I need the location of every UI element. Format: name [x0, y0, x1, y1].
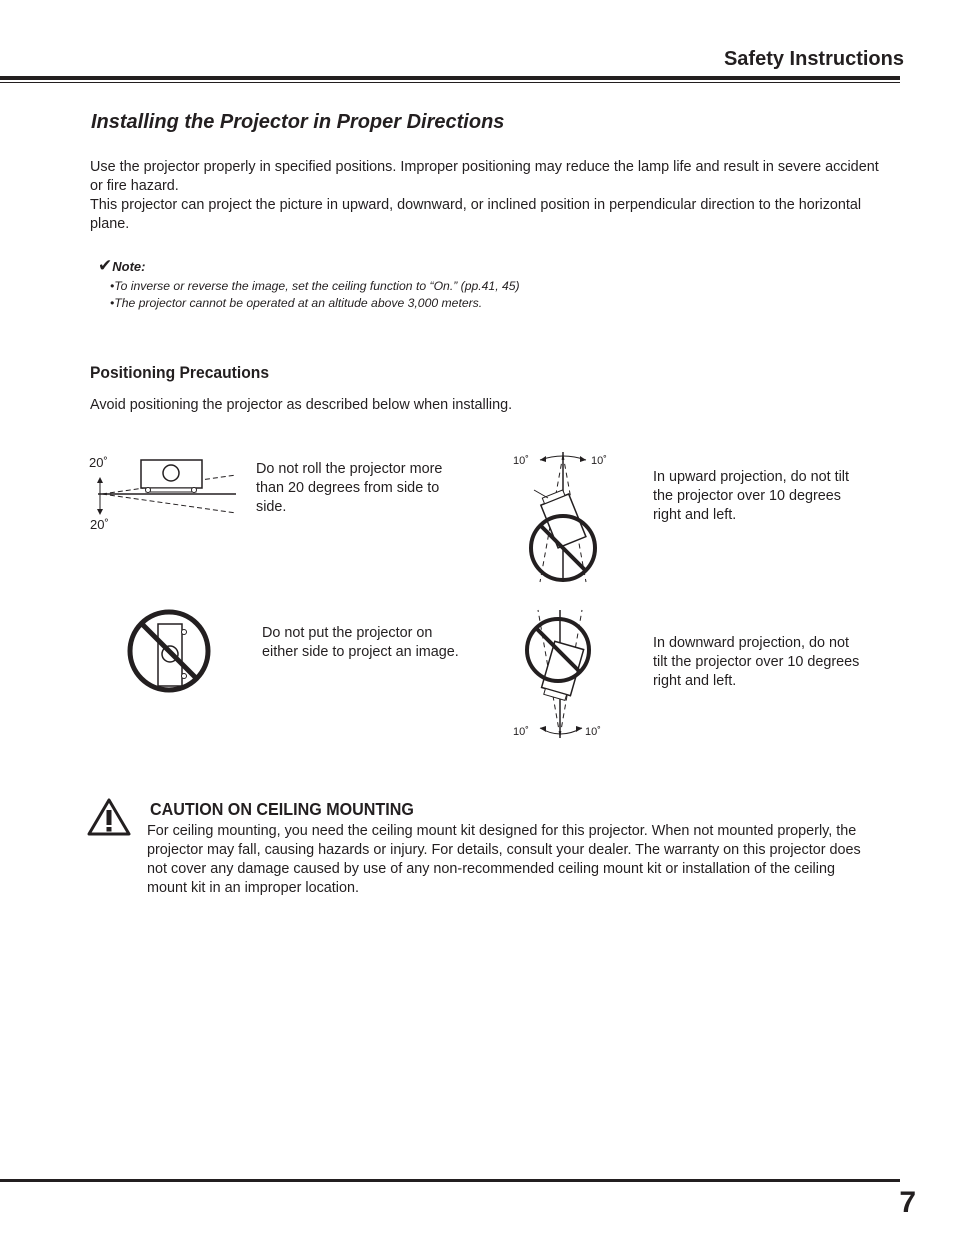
page-number: 7	[899, 1186, 916, 1219]
note-heading	[98, 256, 145, 276]
upward-angle-right-label: 10˚	[591, 455, 607, 467]
note-list	[110, 278, 520, 312]
roll-angle-top-label: 20˚	[89, 455, 108, 470]
positioning-title: Positioning Precautions	[90, 363, 270, 382]
side-text: Do not put the projector on either side to project an image.	[262, 625, 459, 660]
caution-body: For ceiling mounting, you need the ceiling mount kit designed for this projector. When not mounted properly, the projector may fall, causing hazards or injury. For details, consult your dealer. The warranty on this projector does not cover any damage caused by use of any non-recommended ceiling mount kit or installation of the ceiling mount kit in an improper location.	[147, 823, 861, 896]
upward-tilt-illustration	[520, 450, 610, 590]
upward-text: In upward projection, do not tilt the projector over 10 degrees right and left.	[653, 469, 849, 523]
running-header-title: Safety Instructions	[723, 48, 904, 70]
downward-tilt-illustration	[520, 608, 610, 743]
upward-angle-left-label: 10˚	[513, 455, 529, 467]
downward-text: In downward projection, do not tilt the projector over 10 degrees right and left.	[653, 635, 860, 689]
downward-angle-left-label: 10˚	[513, 726, 529, 738]
downward-angle-right-label: 10˚	[585, 726, 601, 738]
intro-text	[90, 158, 880, 234]
section-title: Installing the Projector in Proper Directions	[91, 111, 505, 133]
checkmark-icon: ✔	[98, 256, 113, 275]
intro-paragraph-1: Use the projector properly in specified positions. Improper positioning may reduce the lamp life and result in severe accident or fire hazard.	[90, 159, 879, 194]
roll-text: Do not roll the projector more than 20 degrees from side to side.	[256, 461, 443, 515]
roll-projector-illustration	[90, 455, 250, 525]
caution-title: CAUTION ON CEILING MOUNTING	[150, 799, 414, 819]
note-item: •To inverse or reverse the image, set the ceiling function to “On.” (pp.41, 45)	[110, 279, 520, 293]
header-rule-thin	[0, 82, 900, 83]
positioning-description: Avoid positioning the projector as described below when installing.	[90, 397, 513, 413]
warning-triangle-icon	[86, 797, 132, 837]
roll-angle-bottom-label: 20˚	[90, 517, 109, 532]
note-item: •The projector cannot be operated at an altitude above 3,000 meters.	[110, 296, 483, 310]
note-label: Note:	[112, 259, 146, 274]
side-projector-prohibited-illustration	[126, 608, 212, 694]
footer-rule	[0, 1179, 900, 1182]
intro-paragraph-2: This projector can project the picture in upward, downward, or inclined position in perpendicular direction to the horizontal plane.	[90, 197, 862, 232]
header-rule	[0, 76, 900, 80]
